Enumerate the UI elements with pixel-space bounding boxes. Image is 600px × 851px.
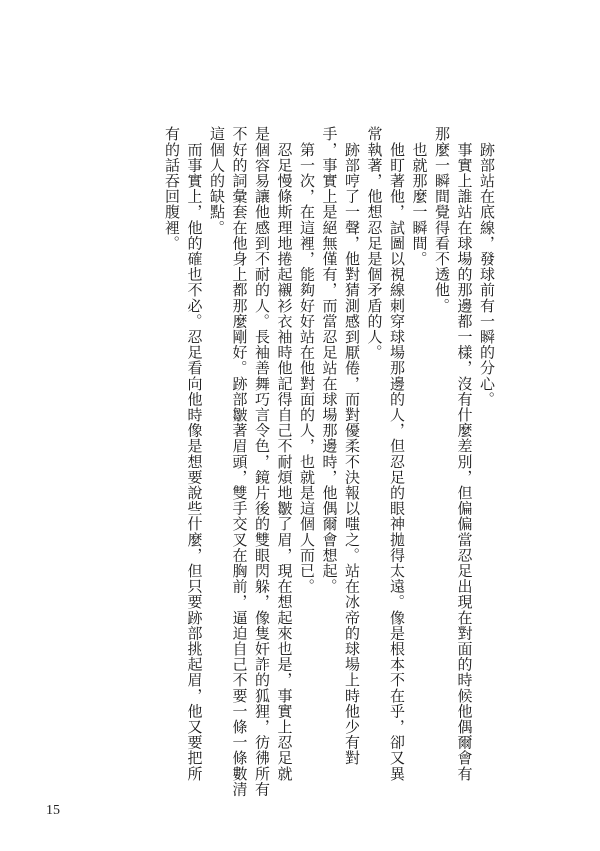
- text-line: 手，事實上是絕無僅有，而當忍足站在球場那邊時，他偶爾會想起。: [320, 126, 339, 594]
- text-line: 跡部哼了一聲，他對猜測感到厭倦，而對優柔不決報以嗤之。站在冰帝的球場上時他少有對: [343, 126, 361, 766]
- text-line: 常執著，他想忍足是個矛盾的人。: [365, 126, 384, 360]
- text-line: 不好的詞彙套在他身上都那麼剛好。跡部皺著眉頭，雙手交叉在胸前，逼迫自己不要一條一條數清: [230, 126, 249, 797]
- text-line: 忍足慢條斯理地捲起襯衫衣袖時他記得自己不耐煩地皺了眉，現在想起來也是，事實上忍足就: [275, 126, 294, 782]
- text-line: 這個人的缺點。: [208, 126, 226, 236]
- text-line: 也就那麼一瞬間。: [410, 126, 429, 267]
- text-line: 而事實上，他的確也不必。忍足看向他時像是想要說些什麼，但只要跡部挑起眉，他又要把所: [185, 126, 204, 782]
- text-line: 那麼一瞬間覺得看不透他。: [433, 126, 451, 314]
- text-line: 第一次，在這裡，能夠好好站在他對面的人，也就是這個人而已。: [298, 126, 316, 594]
- text-line: 跡部站在底線，發球前有一瞬的分心。: [478, 126, 496, 407]
- text-line: 是個容易讓他感到不耐的人。長袖善舞巧言令色，鏡片後的雙眼閃躲，像隻奸詐的狐狸，彷彿所有: [253, 126, 271, 797]
- page-number: 15: [46, 803, 60, 818]
- vertical-text-body: [161, 126, 499, 797]
- text-line: 有的話吞回腹裡。: [163, 126, 181, 251]
- text-line: 事實上誰站在球場的那邊都一樣，沒有什麼差別，但偏偏當忍足出現在對面的時候他偶爾會有: [455, 126, 474, 782]
- text-line: 他盯著他，試圖以視線刺穿球場那邊的人，但忍足的眼神拋得太遠。像是根本不在乎，卻又異: [388, 126, 406, 782]
